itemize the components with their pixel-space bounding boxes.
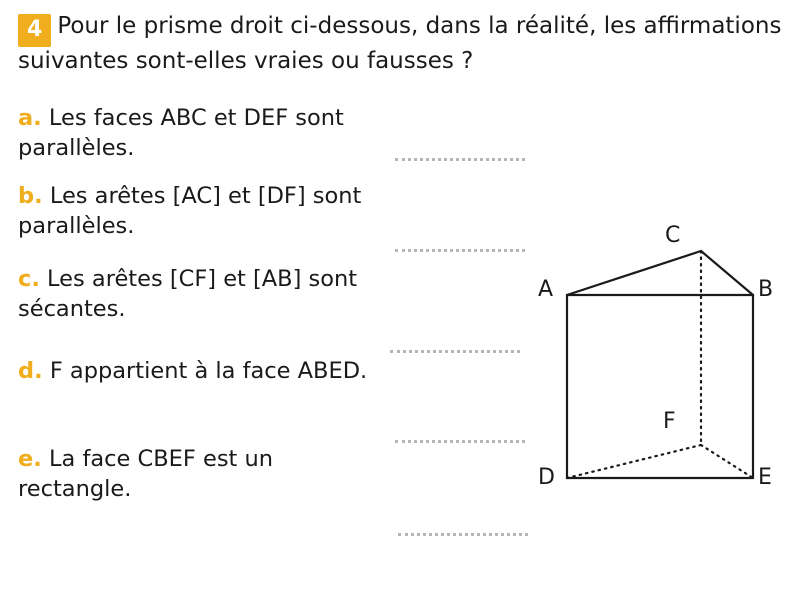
edge-AC — [567, 251, 701, 295]
statement-letter-e: e. — [18, 446, 42, 472]
list-item — [18, 265, 388, 347]
vertex-label-B: B — [758, 277, 774, 302]
statement-text-e: La face CBEF est un rectangle. — [18, 446, 274, 502]
list-item — [18, 104, 388, 172]
statement-text-a: Les faces ABC et DEF sont parallèles. — [18, 105, 344, 161]
statement-list — [18, 104, 388, 533]
question-block — [18, 12, 788, 77]
statement-letter-d: d. — [18, 358, 43, 384]
vertex-label-A: A — [538, 277, 554, 302]
statement-d — [18, 357, 388, 387]
answer-blank-c[interactable] — [390, 350, 520, 353]
vertex-label-D: D — [538, 465, 555, 490]
vertex-label-C: C — [665, 223, 681, 248]
statement-text-d: F appartient à la face ABED. — [49, 358, 368, 384]
statement-c — [18, 265, 388, 325]
statement-a — [18, 104, 388, 164]
prism-figure — [505, 215, 795, 515]
statement-letter-a: a. — [18, 105, 42, 131]
answer-blank-a[interactable] — [395, 158, 525, 161]
statement-letter-b: b. — [18, 183, 43, 209]
question-number-badge: 4 — [18, 14, 51, 47]
edge-DF — [567, 445, 701, 478]
vertex-label-E: E — [758, 465, 772, 490]
question-text: Pour le prisme droit ci-dessous, dans la réalité, les affirmations suivantes sont-elles vraies ou fausses ? — [18, 13, 782, 74]
statement-e — [18, 445, 388, 505]
list-item — [18, 445, 388, 523]
statement-text-b: Les arêtes [AC] et [DF] sont parallèles. — [18, 183, 362, 239]
answer-blank-e[interactable] — [398, 533, 528, 536]
edge-FE — [701, 445, 753, 478]
vertex-label-F: F — [663, 409, 676, 434]
statement-b — [18, 182, 388, 242]
statement-letter-c: c. — [18, 266, 40, 292]
list-item — [18, 357, 388, 435]
statement-text-c: Les arêtes [CF] et [AB] sont sécantes. — [18, 266, 358, 322]
list-item — [18, 182, 388, 255]
edge-CB — [701, 251, 753, 295]
